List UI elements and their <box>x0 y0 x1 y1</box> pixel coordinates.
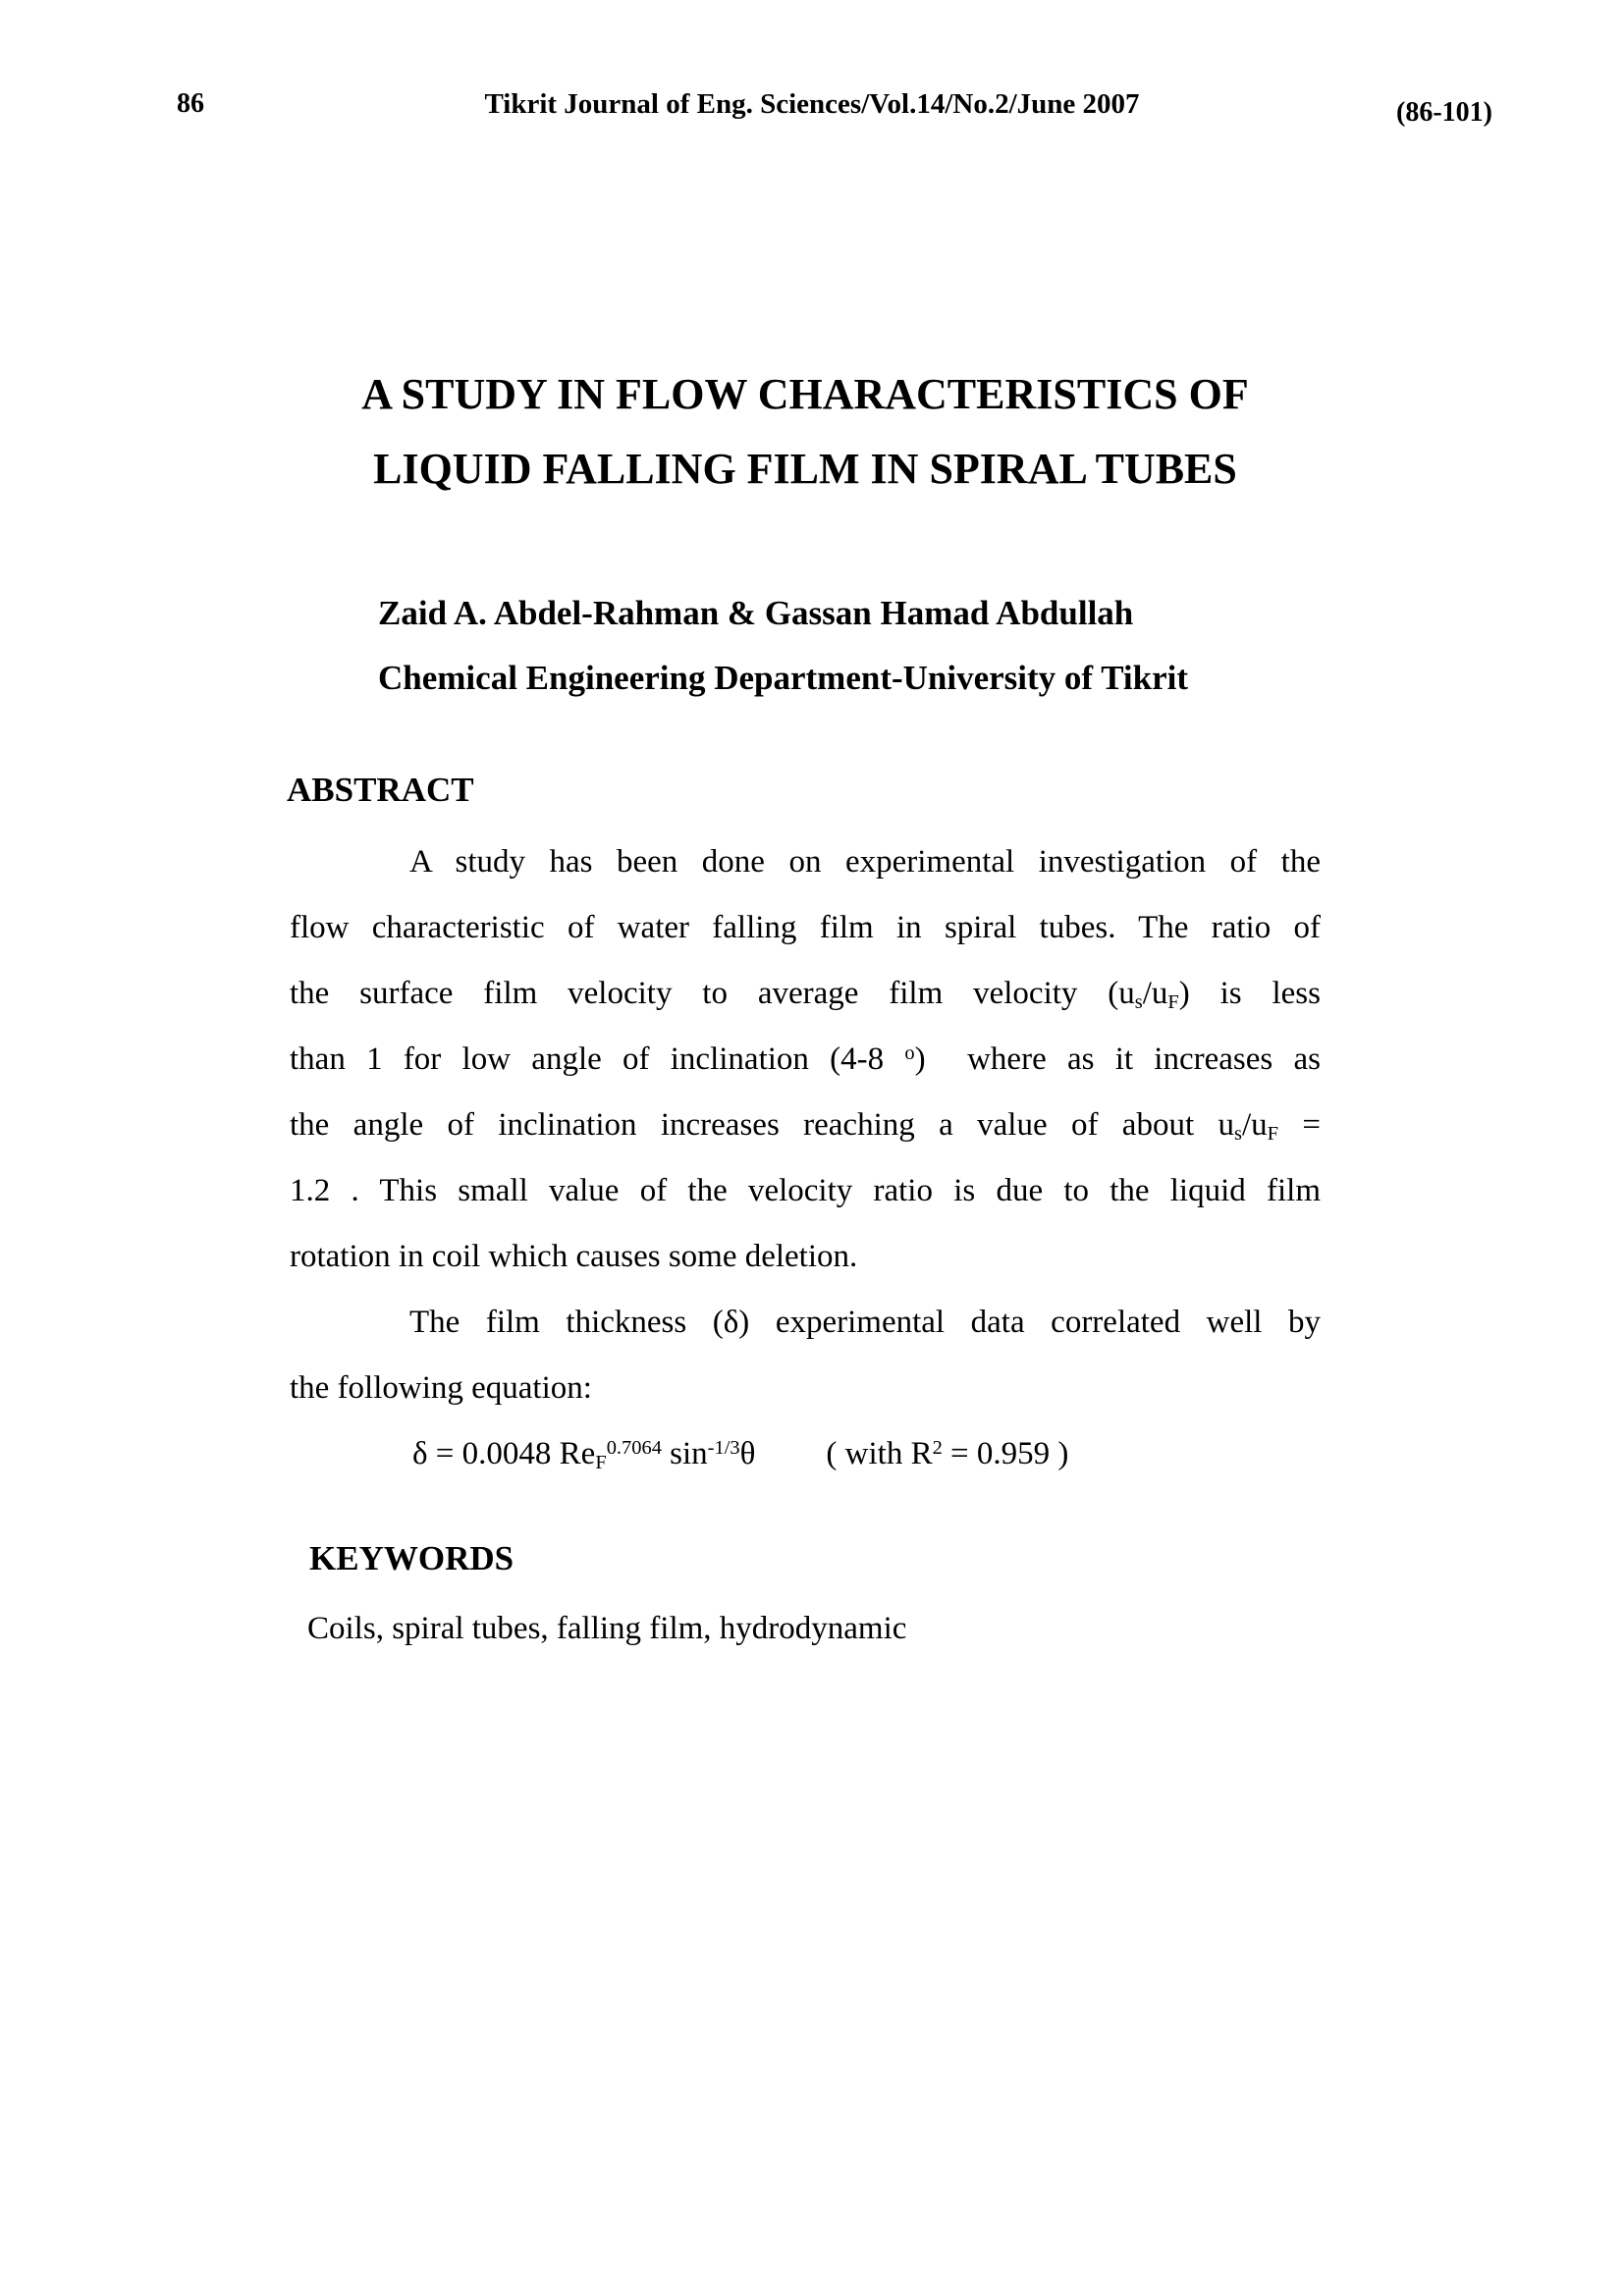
abstract-line: The film thickness (δ) experimental data correlated well by <box>409 1305 1321 1340</box>
abstract-line: than 1 for low angle of inclination (4-8 $^o$) where as it increases as <box>290 1041 1321 1077</box>
abstract-line: A study has been done on experimental investigation of the <box>409 844 1321 880</box>
keywords-list: Coils, spiral tubes, falling film, hydrodynamic <box>307 1611 907 1646</box>
article-title-line1: A STUDY IN FLOW CHARACTERISTICS OF <box>361 370 1249 418</box>
byline <box>378 581 1188 711</box>
article-title <box>290 357 1321 507</box>
keywords-heading: KEYWORDS <box>309 1539 514 1577</box>
abstract-line: the angle of inclination increases reaching a value of about $u_s/u_F$ = <box>290 1107 1321 1146</box>
author-names: Zaid A. Abdel-Rahman & Gassan Hamad Abdullah <box>378 594 1134 632</box>
page-range: (86-101) <box>1396 97 1492 128</box>
equation-fit-note: ( with $R^2 = 0.959$ ) <box>826 1436 1069 1471</box>
article-title-line2: LIQUID FALLING FILM IN SPIRAL TUBES <box>373 445 1237 493</box>
abstract-line: the following equation: <box>290 1370 592 1406</box>
abstract-line: rotation in coil which causes some deletion. <box>290 1239 858 1274</box>
abstract-body <box>290 829 1321 1487</box>
equation: δ = 0.0048 $Re_F^{0.7064}$ $\sin^{-1/3}\theta$ <box>412 1436 756 1474</box>
abstract-line: flow characteristic of water falling film in spiral tubes. The ratio of <box>290 910 1321 945</box>
abstract-heading: ABSTRACT <box>287 771 474 809</box>
journal-header: Tikrit Journal of Eng. Sciences/Vol.14/No.2/June 2007 <box>484 88 1140 120</box>
equation-line <box>290 1421 1321 1487</box>
abstract-line: 1.2 . This small value of the velocity ratio is due to the liquid film <box>290 1173 1321 1208</box>
affiliation: Chemical Engineering Department-University of Tikrit <box>378 659 1189 697</box>
page-number: 86 <box>177 88 204 119</box>
abstract-line: the surface film velocity to average film velocity $(u_s/u_F)$ is less <box>290 976 1321 1014</box>
